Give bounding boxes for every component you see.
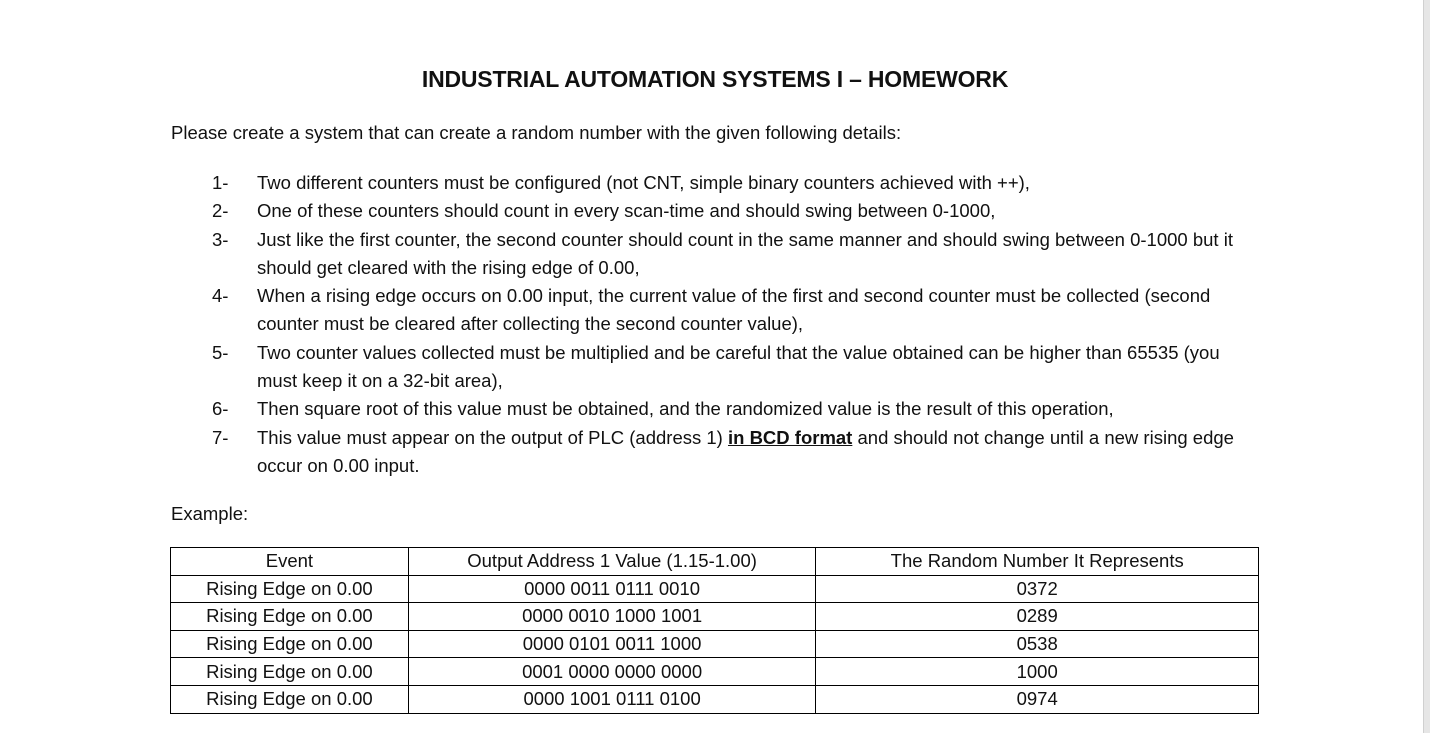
example-table [170,547,1259,714]
table-row [171,575,1259,603]
list-item-number: 2- [212,200,229,222]
list-item [171,339,1261,396]
list-item-number: 5- [212,341,229,363]
intro-paragraph: Please create a system that can create a random number with the given following details: [171,122,902,143]
document-title: INDUSTRIAL AUTOMATION SYSTEMS I – HOMEWORK [421,66,1009,92]
cell-output-value: 0000 0010 1000 1001 [408,603,816,631]
column-header-event: Event [171,548,409,576]
requirements-list [171,169,1261,480]
cell-event: Rising Edge on 0.00 [171,630,409,658]
table-header-row [171,548,1259,576]
list-item-text-before: This value must appear on the output of PLC (address 1) [257,426,728,448]
cell-random-number: 1000 [816,658,1259,686]
cell-event: Rising Edge on 0.00 [171,685,409,713]
page-edge-scrollbar[interactable] [1423,0,1430,733]
list-item-text: Two different counters must be configured (not CNT, simple binary counters achieved with ++), [257,172,1030,193]
bcd-format-emphasis: in BCD format [727,426,853,448]
list-item-number: 3- [212,228,229,250]
list-item [171,395,1261,423]
table-row [171,603,1259,631]
list-item-number: 7- [212,426,229,448]
cell-output-value: 0000 0101 0011 1000 [408,630,816,658]
cell-event: Rising Edge on 0.00 [171,575,409,603]
cell-event: Rising Edge on 0.00 [171,658,409,686]
cell-output-value: 0000 1001 0111 0100 [408,685,816,713]
list-item [171,197,1261,225]
list-item [171,424,1261,481]
list-item-text: One of these counters should count in every scan-time and should swing between 0-1000, [257,200,996,222]
table-row [171,630,1259,658]
list-item-number: 6- [212,398,229,420]
cell-random-number: 0538 [816,630,1259,658]
list-item-text [257,424,1261,481]
list-item-text-after: and should not change until a new rising edge occur on 0.00 input. [257,426,1234,476]
cell-event: Rising Edge on 0.00 [171,603,409,631]
cell-random-number: 0289 [816,603,1259,631]
list-item-number: 4- [212,285,229,307]
list-item [171,226,1261,283]
example-label: Example: [171,503,249,524]
cell-output-value: 0000 0011 0111 0010 [408,575,816,603]
list-item-text: When a rising edge occurs on 0.00 input, the current value of the first and second counter must be collected (second counter must be cleared after collecting the second counter value), [257,285,1211,335]
cell-random-number: 0372 [816,575,1259,603]
list-item [171,169,1261,197]
table-row [171,658,1259,686]
column-header-output-value: Output Address 1 Value (1.15-1.00) [408,548,816,576]
list-item [171,282,1261,339]
cell-random-number: 0974 [816,685,1259,713]
list-item-number: 1- [212,172,229,193]
list-item-text: Then square root of this value must be obtained, and the randomized value is the result of this operation, [257,398,1114,420]
column-header-random-number: The Random Number It Represents [816,548,1259,576]
table-row [171,685,1259,713]
list-item-text: Just like the first counter, the second counter should count in the same manner and should swing between 0-1000 but it should get cleared with the rising edge of 0.00, [257,228,1233,278]
cell-output-value: 0001 0000 0000 0000 [408,658,816,686]
list-item-text: Two counter values collected must be multiplied and be careful that the value obtained can be higher than 65535 (you must keep it on a 32-bit area), [257,341,1220,392]
